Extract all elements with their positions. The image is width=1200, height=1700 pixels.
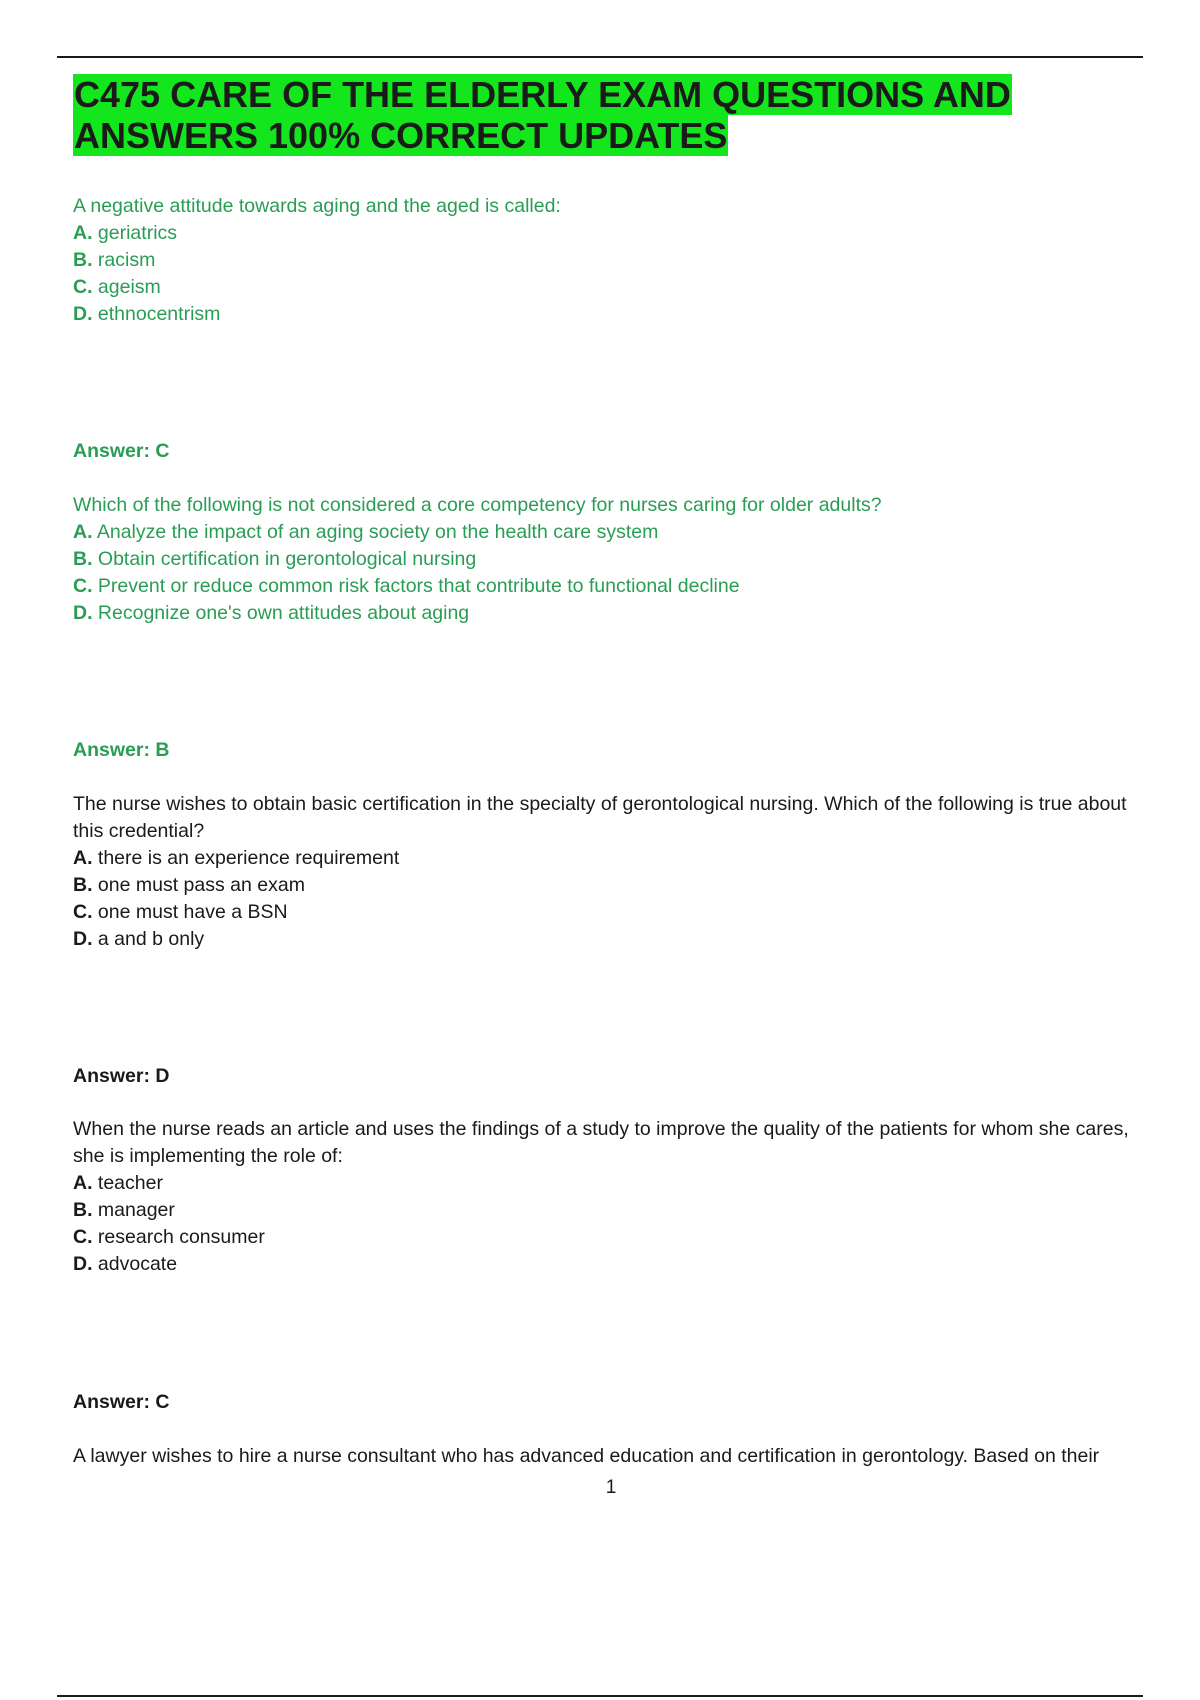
answer-2: Answer: B: [73, 739, 170, 761]
question-stem: When the nurse reads an article and uses the findings of a study to improve the quality of the patients for whom she cares, she is implementing the role of:: [73, 1118, 1129, 1167]
question-5: [73, 1443, 1148, 1470]
option-c: C. research consumer: [73, 1226, 265, 1248]
option-a: A. there is an experience requirement: [73, 847, 400, 869]
question-stem: Which of the following is not considered a core competency for nurses caring for older adults?: [73, 494, 882, 516]
bottom-rule: [57, 1695, 1143, 1697]
answer-1: Answer: C: [73, 440, 170, 462]
title-line-2: ANSWERS 100% CORRECT UPDATES: [74, 115, 728, 156]
question-2: [73, 492, 1148, 627]
answer-4: Answer: C: [73, 1391, 170, 1413]
option-a: A. teacher: [73, 1172, 163, 1194]
option-d: D. a and b only: [73, 928, 205, 950]
option-a: A. Analyze the impact of an aging society on the health care system: [73, 521, 659, 543]
option-d: D. ethnocentrism: [73, 303, 221, 325]
question-stem: The nurse wishes to obtain basic certification in the specialty of gerontological nursing. Which of the following is true about this credential?: [73, 793, 1127, 842]
question-stem: A negative attitude towards aging and the aged is called:: [73, 195, 561, 217]
page-number: 1: [605, 1477, 617, 1498]
top-rule: [57, 56, 1143, 58]
title-line-1: C475 CARE OF THE ELDERLY EXAM QUESTIONS AND: [74, 74, 1011, 115]
answer-3: Answer: D: [73, 1065, 170, 1087]
option-b: B. racism: [73, 249, 156, 271]
option-d: D. advocate: [73, 1253, 178, 1275]
question-1: [73, 193, 1148, 328]
option-b: B. one must pass an exam: [73, 874, 305, 896]
option-b: B. manager: [73, 1199, 175, 1221]
option-c: C. ageism: [73, 276, 161, 298]
option-c: C. Prevent or reduce common risk factors that contribute to functional decline: [73, 575, 740, 597]
question-stem: A lawyer wishes to hire a nurse consultant who has advanced education and certification in gerontology. Based on their: [73, 1445, 1100, 1467]
option-c: C. one must have a BSN: [73, 901, 288, 923]
question-3: [73, 791, 1148, 953]
option-a: A. geriatrics: [73, 222, 178, 244]
question-4: [73, 1116, 1148, 1278]
document-title: [73, 74, 1073, 156]
option-d: D. Recognize one's own attitudes about aging: [73, 602, 470, 624]
option-b: B. Obtain certification in gerontological nursing: [73, 548, 477, 570]
